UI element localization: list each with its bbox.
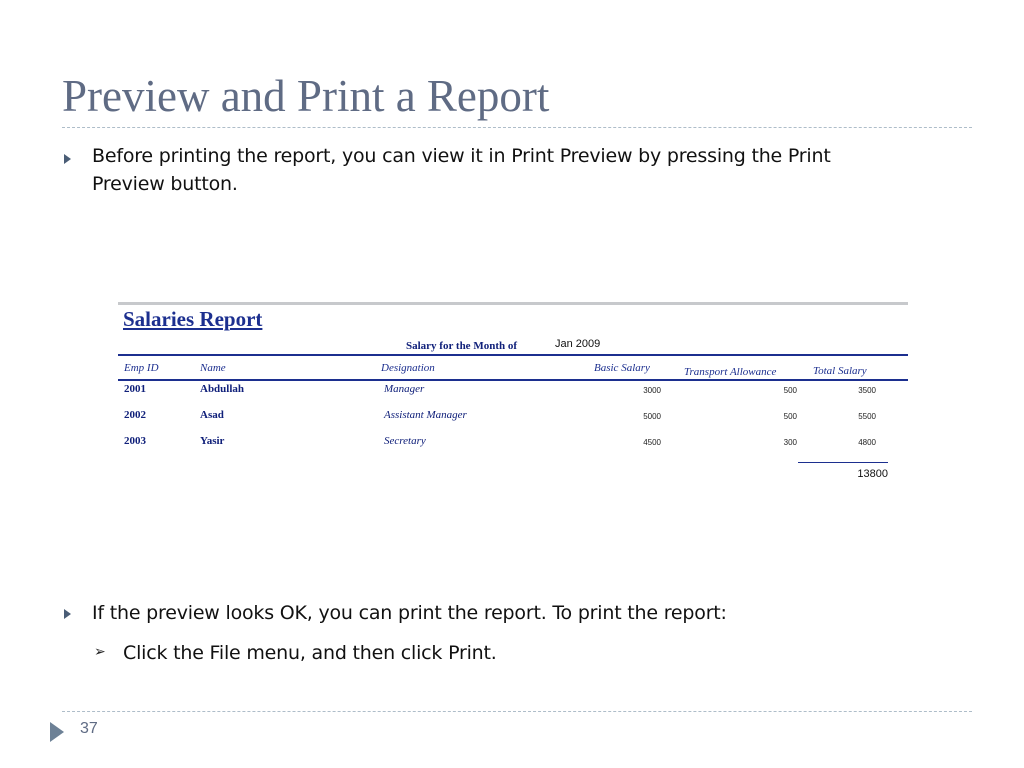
title-divider	[62, 127, 972, 128]
bullet-icon	[64, 609, 71, 619]
table-cell-designation: Manager	[384, 383, 425, 395]
total-underline	[798, 462, 888, 463]
slide-number: 37	[80, 720, 98, 737]
table-cell-basic: 3000	[643, 386, 661, 395]
table-cell-name: Abdullah	[200, 383, 245, 395]
bullet-1-line-1: Before printing the report, you can view it in Print Preview by pressing the Print	[92, 145, 831, 167]
table-cell-total: 3500	[858, 386, 876, 395]
table-cell-transport: 500	[783, 386, 797, 395]
salaries-report-preview	[118, 302, 908, 492]
table-cell-total: 5500	[858, 412, 876, 421]
footer-divider	[62, 711, 972, 712]
bullet-2-text: If the preview looks OK, you can print the report. To print the report:	[92, 602, 727, 624]
table-cell-transport: 300	[783, 438, 797, 447]
table-cell-emp-id: 2003	[124, 435, 146, 447]
table-cell-basic: 5000	[643, 412, 661, 421]
col-header-transport-allowance: Transport Allowance	[684, 366, 777, 378]
sub-bullet-text: Click the File menu, and then click Print.	[123, 642, 497, 664]
grand-total: 13800	[857, 468, 888, 480]
bullet-icon	[64, 154, 71, 164]
col-header-emp-id: Emp ID	[124, 362, 159, 374]
table-cell-emp-id: 2002	[124, 409, 146, 421]
slide-marker-icon	[50, 722, 64, 742]
col-header-basic-salary: Basic Salary	[594, 362, 650, 374]
col-header-name: Name	[200, 362, 226, 374]
month-label: Salary for the Month of	[406, 340, 518, 352]
table-cell-emp-id: 2001	[124, 383, 146, 395]
sub-bullet-arrow-icon: ➢	[94, 644, 106, 660]
table-cell-basic: 4500	[643, 438, 661, 447]
table-cell-designation: Secretary	[384, 435, 426, 447]
header-bottom-line	[118, 379, 908, 381]
slide-title: Preview and Print a Report	[62, 71, 550, 121]
col-header-designation: Designation	[381, 362, 435, 374]
report-top-border	[118, 302, 908, 305]
month-value: Jan 2009	[555, 338, 601, 350]
col-header-total-salary: Total Salary	[813, 365, 867, 377]
bullet-1-line-2: Preview button.	[92, 173, 238, 195]
table-cell-total: 4800	[858, 438, 876, 447]
header-top-line	[118, 354, 908, 356]
table-cell-transport: 500	[783, 412, 797, 421]
table-cell-name: Asad	[200, 409, 224, 421]
table-cell-name: Yasir	[200, 435, 225, 447]
report-title: Salaries Report	[123, 307, 263, 331]
table-cell-designation: Assistant Manager	[384, 409, 467, 421]
